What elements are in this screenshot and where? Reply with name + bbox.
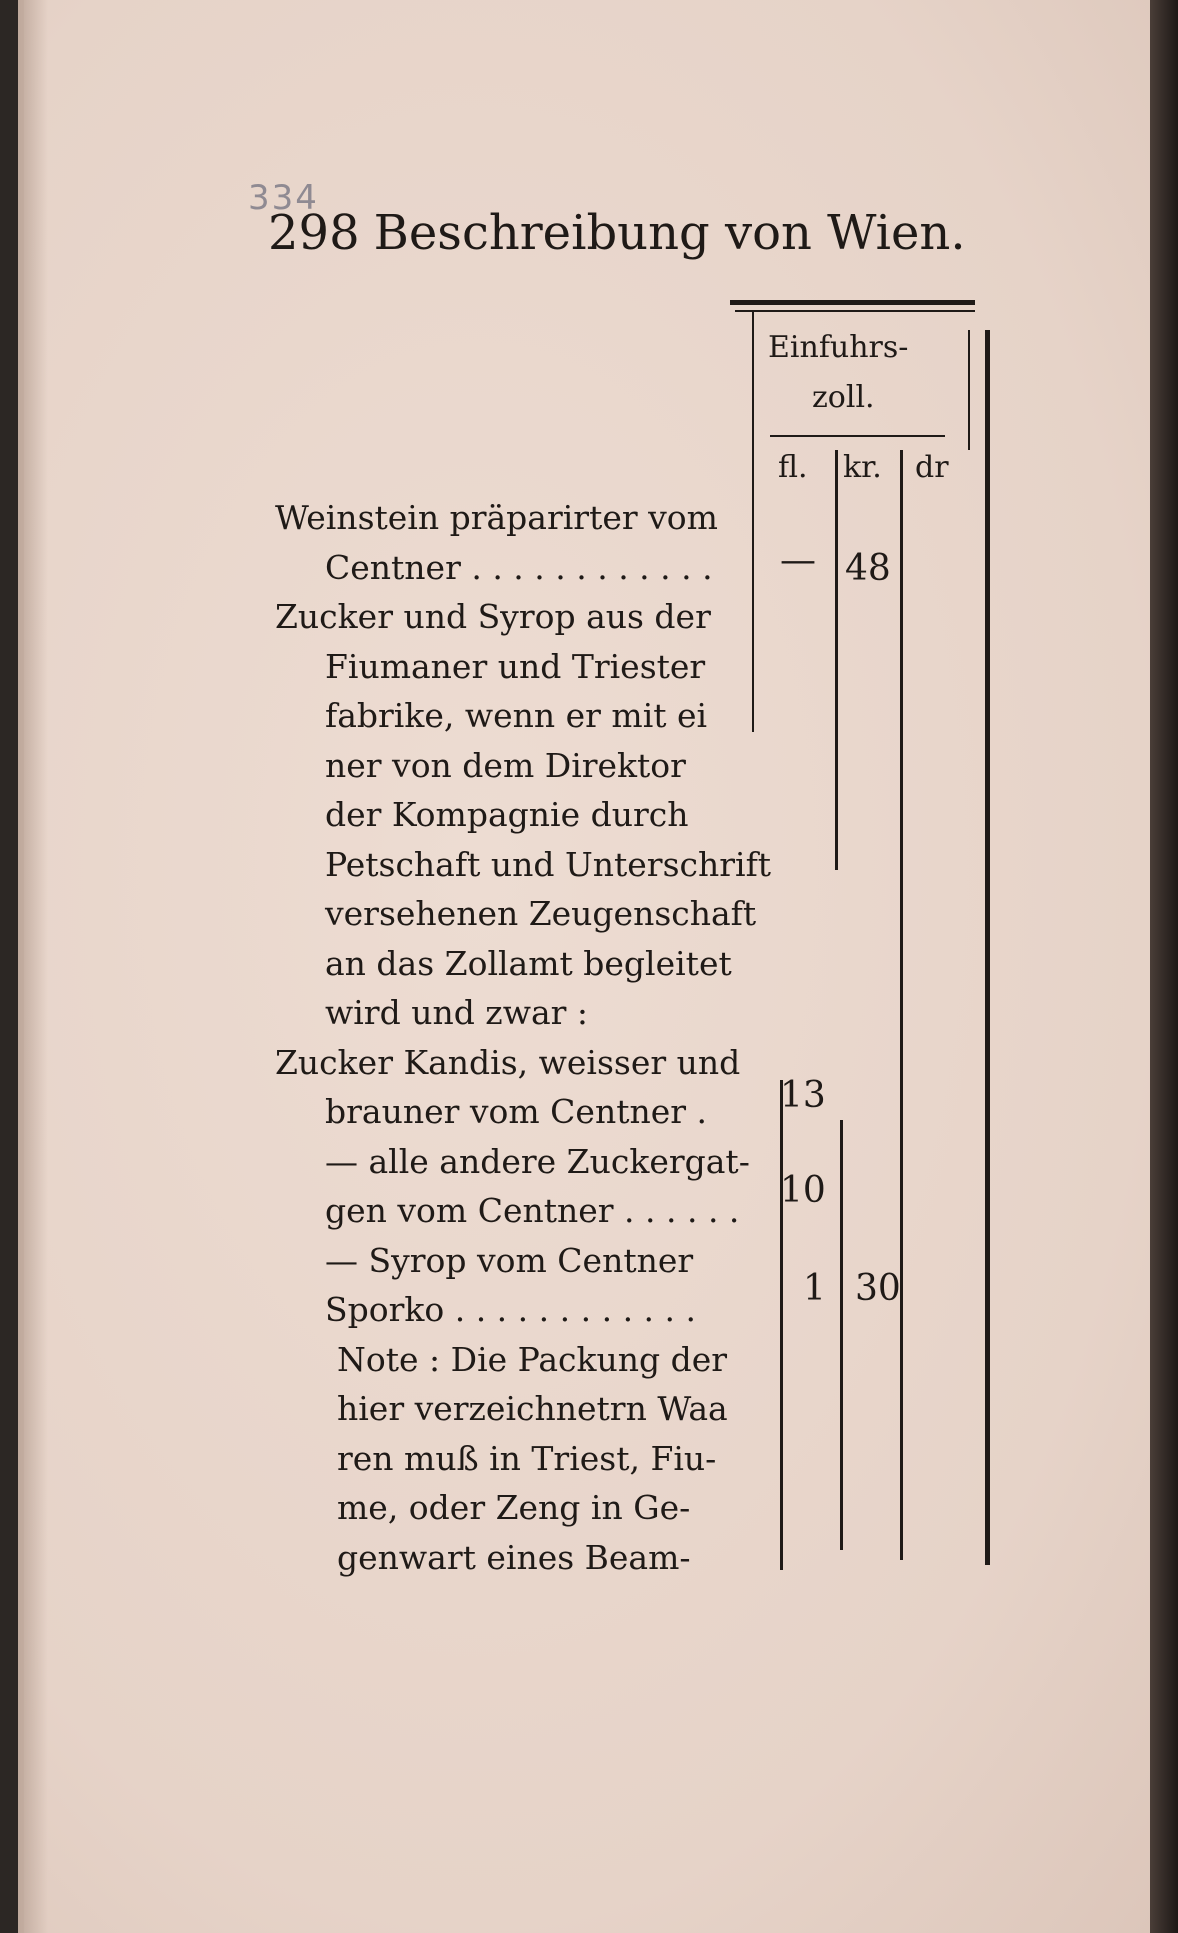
col-rule-kr-lower: [840, 1120, 843, 1550]
page-number: 298: [268, 205, 360, 261]
entry-line: wird und zwar :: [325, 993, 589, 1032]
page-gutter-shadow: [18, 0, 48, 1933]
entry-line: Zucker und Syrop aus der: [275, 597, 711, 636]
entry-line: — alle andere Zuckergat-: [325, 1141, 750, 1181]
pencil-annotation: 334: [248, 178, 319, 218]
entry-line: Fiumaner und Triester: [325, 646, 706, 686]
zuckergattungen-fl-value: 10: [780, 1170, 826, 1211]
entry-line: fabrike, wenn er mit ei: [325, 696, 708, 735]
entry-line: Zucker Kandis, weisser und: [275, 1042, 741, 1082]
entry-line: Petschaft und Unterschrift: [325, 844, 772, 884]
entry-line: genwart eines Beam-: [337, 1537, 691, 1577]
entry-line: der Kompagnie durch: [325, 795, 689, 834]
entry-line: me, oder Zeng in Ge-: [337, 1488, 691, 1527]
entry-line: Weinstein präparirter vom: [275, 498, 718, 537]
weinstein-kr-value: 48: [845, 548, 891, 589]
table-right-rule-outer: [985, 330, 990, 1565]
col-rule-kr: [835, 450, 838, 870]
table-top-rule: [730, 300, 975, 305]
table-title-line2: zoll.: [812, 380, 875, 415]
entry-line: ren muß in Triest, Fiu-: [337, 1438, 717, 1478]
entry-line: — Syrop vom Centner: [325, 1240, 694, 1280]
entry-line: Note : Die Packung der: [337, 1339, 728, 1379]
col-header-fl: fl.: [778, 450, 808, 485]
col-header-dr: dr: [915, 450, 949, 485]
entry-line: an das Zollamt begleitet: [325, 943, 732, 983]
entry-line: hier verzeichnetrn Waa: [337, 1389, 728, 1428]
running-title: Beschreibung von Wien.: [373, 205, 966, 261]
syrop-fl-value: 1: [803, 1268, 826, 1309]
running-header: [268, 205, 966, 261]
header-divider-rule: [770, 435, 945, 437]
weinstein-fl-value: —: [780, 540, 816, 581]
book-cover-edge: [1150, 0, 1178, 1933]
col-rule-dr: [900, 450, 903, 1560]
table-top-rule-thin: [735, 310, 975, 312]
entry-line: gen vom Centner . . . . . .: [325, 1191, 740, 1230]
table-title: Einfuhrs-: [768, 330, 909, 365]
entry-line: Sporko . . . . . . . . . . . .: [325, 1290, 696, 1329]
entry-line: Centner . . . . . . . . . . . .: [325, 547, 713, 587]
col-rule-fl: [780, 1080, 783, 1570]
entry-line: brauner vom Centner .: [325, 1092, 707, 1131]
entry-line: versehenen Zeugenschaft: [325, 894, 757, 933]
table-right-rule-inner: [968, 330, 970, 450]
entry-line: ner von dem Direktor: [325, 745, 686, 785]
kandis-fl-value: 13: [780, 1075, 826, 1116]
syrop-kr-value: 30: [855, 1268, 901, 1309]
col-header-kr: kr.: [843, 450, 882, 485]
tariff-entries: [275, 493, 772, 1582]
